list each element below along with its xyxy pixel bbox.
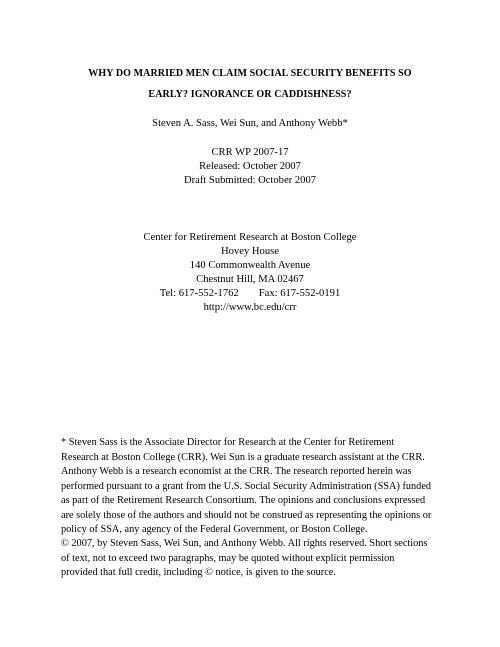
working-paper-number: CRR WP 2007-17: [211, 147, 289, 158]
paper-title-line-1: WHY DO MARRIED MEN CLAIM SOCIAL SECURITY BENEFITS SO: [88, 68, 412, 79]
address-city: Chestnut Hill, MA 02467: [196, 274, 304, 285]
address-org: Center for Retirement Research at Boston College: [143, 232, 357, 243]
author-footnote: [61, 436, 451, 538]
footnote-line: performed pursuant to a grant from the U.S. Social Security Administration (SSA) funded: [61, 480, 432, 492]
footnote-line: policy of SSA, any agency of the Federal Government, or Boston College.: [61, 524, 368, 535]
paper-title-line-2: EARLY? IGNORANCE OR CADDISHNESS?: [148, 89, 352, 100]
footnote-line: * Steven Sass is the Associate Director for Research at the Center for Retirement: [61, 437, 395, 448]
footnote-line: as part of the Retirement Research Consortium. The opinions and conclusions expressed: [61, 495, 426, 506]
website-link[interactable]: http://www.bc.edu/crr: [203, 302, 297, 313]
address-building: Hovey House: [221, 246, 279, 257]
footnote-line: Anthony Webb is a research economist at the CRR. The research reported herein was: [61, 466, 412, 477]
copyright-line: © 2007, by Steven Sass, Wei Sun, and Anthony Webb. All rights reserved. Short sections: [61, 538, 428, 549]
copyright-line: of text, not to exceed two paragraphs, may be quoted without explicit permission: [61, 552, 395, 564]
contact-line: [40, 287, 460, 300]
fax-number: Fax: 617-552-0191: [258, 288, 341, 299]
authors: Steven A. Sass, Wei Sun, and Anthony Webb*: [152, 118, 348, 129]
address-street: 140 Commonwealth Avenue: [189, 260, 311, 271]
phone-number: Tel: 617-552-1762: [159, 288, 239, 299]
copyright-notice: [61, 537, 451, 581]
release-date: Released: October 2007: [199, 161, 301, 172]
draft-submitted-date: Draft Submitted: October 2007: [183, 175, 317, 186]
footnote-line: Research at Boston College (CRR). Wei Sun is a graduate research assistant at the CRR.: [61, 451, 425, 463]
footnote-line: are solely those of the authors and should not be construed as representing the opinions or: [61, 509, 432, 521]
copyright-line: provided that full credit, including © notice, is given to the source.: [61, 567, 336, 578]
